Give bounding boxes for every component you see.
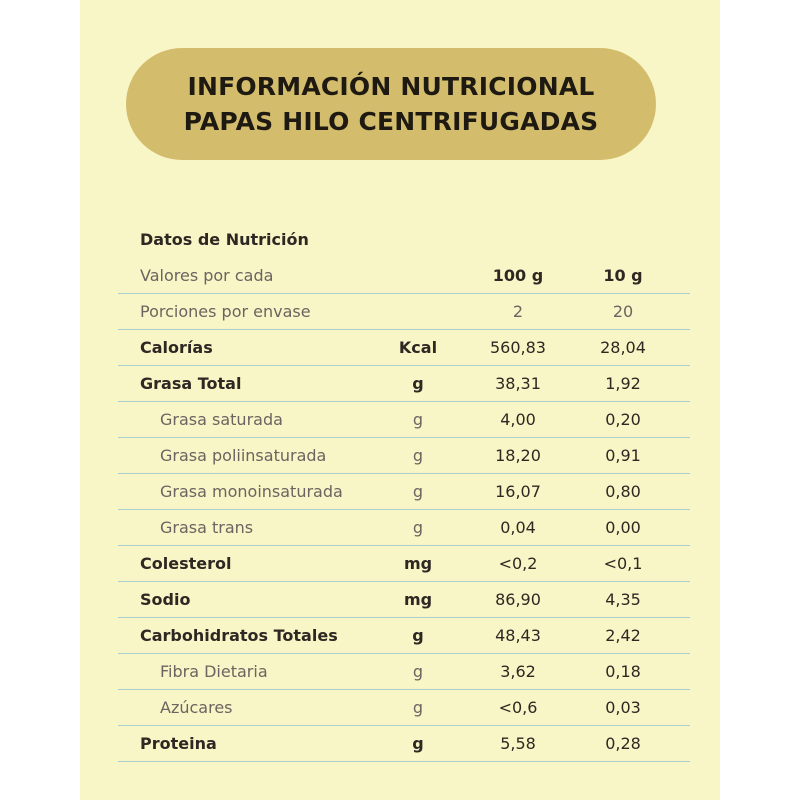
row-label: Azúcares (160, 698, 233, 717)
row-label: Carbohidratos Totales (140, 626, 338, 645)
title-banner (126, 48, 656, 160)
row-label: Proteina (140, 734, 217, 753)
row-value-100g: 0,04 (500, 518, 536, 537)
table-heading: Datos de Nutrición (140, 230, 309, 249)
table-row (118, 546, 690, 582)
row-label: Grasa trans (160, 518, 254, 537)
row-value-10g: 0,28 (605, 734, 641, 753)
row-value-10g: 0,91 (605, 446, 641, 465)
row-unit (374, 258, 462, 293)
row-label: Porciones por envase (140, 302, 311, 321)
row-value-100g: 38,31 (495, 374, 541, 393)
row-value-100g: 16,07 (495, 482, 541, 501)
row-value-100g: 5,58 (500, 734, 536, 753)
row-unit: mg (403, 554, 433, 573)
row-label: Fibra Dietaria (160, 662, 268, 681)
row-value-100g: 86,90 (495, 590, 541, 609)
row-label: Grasa Total (140, 374, 242, 393)
row-unit: Kcal (398, 338, 438, 357)
row-value-10g: 28,04 (600, 338, 646, 357)
table-row (118, 258, 690, 294)
table-heading-row (118, 222, 690, 258)
row-label: Sodio (140, 590, 191, 609)
row-unit: g (412, 626, 424, 645)
row-value-10g: 0,80 (605, 482, 641, 501)
table-row (118, 726, 690, 762)
row-value-100g: 3,62 (500, 662, 536, 681)
nutrition-table (118, 222, 690, 762)
row-label: Calorías (140, 338, 213, 357)
table-row (118, 582, 690, 618)
row-label: Grasa poliinsaturada (160, 446, 327, 465)
table-row (118, 690, 690, 726)
row-value-100g: <0,2 (498, 554, 538, 573)
row-label: Colesterol (140, 554, 232, 573)
row-value-10g: 0,03 (605, 698, 641, 717)
row-value-100g: 18,20 (495, 446, 541, 465)
table-row (118, 510, 690, 546)
row-label: Valores por cada (140, 266, 274, 285)
row-unit: mg (403, 590, 433, 609)
row-value-100g: 48,43 (495, 626, 541, 645)
row-value-10g: 0,20 (605, 410, 641, 429)
table-row (118, 294, 690, 330)
row-unit: g (412, 734, 424, 753)
row-unit: g (412, 374, 424, 393)
row-unit: g (412, 410, 424, 429)
table-row (118, 474, 690, 510)
row-unit: g (412, 662, 424, 681)
row-value-10g: 2,42 (605, 626, 641, 645)
row-value-10g: 4,35 (605, 590, 641, 609)
row-unit (374, 294, 462, 329)
row-unit: g (412, 698, 424, 717)
table-row (118, 402, 690, 438)
row-value-100g: 2 (512, 302, 524, 321)
row-unit: g (412, 446, 424, 465)
row-value-100g: <0,6 (498, 698, 538, 717)
row-value-10g: 10 g (603, 266, 643, 285)
title-line-2: PAPAS HILO CENTRIFUGADAS (183, 107, 599, 136)
row-value-100g: 4,00 (500, 410, 536, 429)
row-value-10g: 20 (612, 302, 634, 321)
row-value-10g: 0,18 (605, 662, 641, 681)
row-value-10g: 0,00 (605, 518, 641, 537)
table-row (118, 366, 690, 402)
row-label: Grasa monoinsaturada (160, 482, 343, 501)
table-row (118, 618, 690, 654)
title-line-1: INFORMACIÓN NUTRICIONAL (187, 72, 595, 101)
row-unit: g (412, 518, 424, 537)
table-row (118, 330, 690, 366)
row-value-10g: 1,92 (605, 374, 641, 393)
table-row (118, 438, 690, 474)
row-label: Grasa saturada (160, 410, 283, 429)
row-value-100g: 560,83 (490, 338, 546, 357)
row-value-100g: 100 g (492, 266, 544, 285)
table-row (118, 654, 690, 690)
row-value-10g: <0,1 (603, 554, 643, 573)
row-unit: g (412, 482, 424, 501)
